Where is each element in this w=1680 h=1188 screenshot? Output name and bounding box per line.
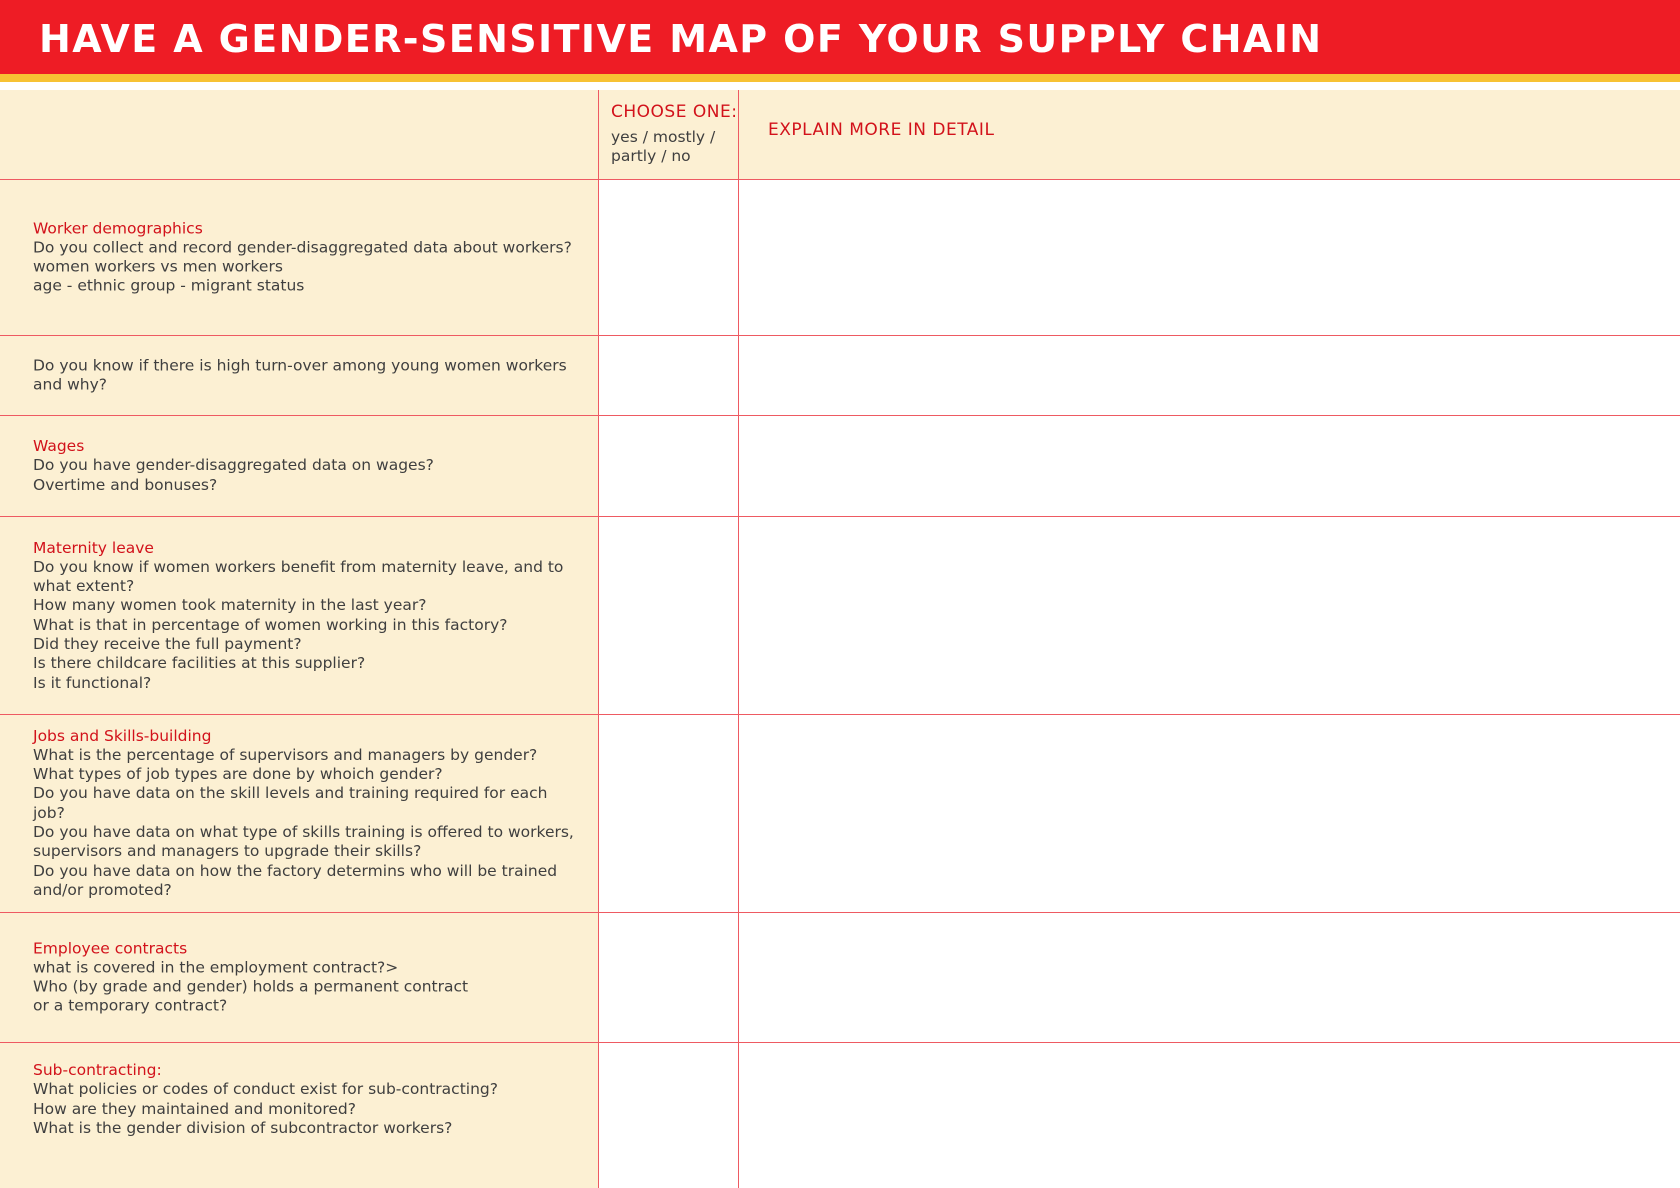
worksheet-row-sub-contracting — [0, 1043, 1680, 1188]
choose-one-options: yes / mostly / partly / no — [611, 128, 716, 165]
question-text — [33, 437, 584, 495]
question-category: Sub-contracting: — [33, 1061, 162, 1079]
worksheet-row-turnover — [0, 336, 1680, 416]
question-line: What types of job types are done by whoich gender? — [33, 765, 443, 784]
question-line: Is there childcare facilities at this supplier? — [33, 654, 366, 673]
question-cell — [0, 1043, 599, 1188]
worksheet-header-row — [0, 90, 1680, 180]
question-line: Who (by grade and gender) holds a permanent contract — [33, 977, 469, 996]
detail-answer-field[interactable] — [739, 1043, 1680, 1188]
question-line: Overtime and bonuses? — [33, 475, 218, 494]
choice-answer-field[interactable] — [599, 336, 739, 415]
choose-one-heading: CHOOSE ONE: — [611, 102, 738, 122]
detail-answer-field[interactable] — [739, 913, 1680, 1042]
question-category: Jobs and Skills-building — [33, 726, 212, 745]
question-line: women workers vs men workers — [33, 257, 283, 276]
detail-answer-field[interactable] — [739, 517, 1680, 714]
question-line: Do you have data on how the factory determins who will be trained and/or promoted? — [33, 861, 558, 900]
question-line: Do you have gender-disaggregated data on wages? — [33, 456, 434, 475]
question-line: age - ethnic group - migrant status — [33, 276, 305, 295]
question-cell — [0, 517, 599, 714]
detail-answer-field[interactable] — [739, 180, 1680, 335]
supply-chain-worksheet — [0, 90, 1680, 1188]
question-cell — [0, 416, 599, 516]
detail-answer-field[interactable] — [739, 715, 1680, 912]
question-category: Worker demographics — [33, 218, 203, 237]
page-title: HAVE A GENDER-SENSITIVE MAP OF YOUR SUPPLY CHAIN — [39, 17, 1323, 61]
question-text — [33, 939, 584, 1016]
question-line: Do you have data on the skill levels and training required for each job? — [33, 784, 548, 822]
question-text — [33, 356, 584, 395]
choice-answer-field[interactable] — [599, 180, 739, 335]
worksheet-row-jobs-skills — [0, 715, 1680, 913]
header-choice-cell — [599, 90, 739, 179]
detail-answer-field[interactable] — [739, 416, 1680, 516]
explain-detail-heading: EXPLAIN MORE IN DETAIL — [768, 120, 995, 140]
question-line: Do you collect and record gender-disaggregated data about workers? — [33, 238, 572, 257]
choice-answer-field[interactable] — [599, 715, 739, 912]
question-line: What policies or codes of conduct exist for sub-contracting? — [33, 1080, 498, 1099]
question-cell — [0, 336, 599, 415]
question-text — [33, 1061, 584, 1138]
question-line: What is that in percentage of women working in this factory? — [33, 615, 508, 634]
page-banner — [0, 0, 1680, 82]
choice-answer-field[interactable] — [599, 416, 739, 516]
question-text — [33, 727, 584, 901]
worksheet-row-employee-contracts — [0, 913, 1680, 1043]
worksheet-row-wages — [0, 416, 1680, 517]
header-question-cell — [0, 90, 599, 179]
question-cell — [0, 180, 599, 335]
question-line: Is it functional? — [33, 673, 152, 692]
question-line: How many women took maternity in the last year? — [33, 596, 427, 615]
question-line: What is the gender division of subcontractor workers? — [33, 1118, 453, 1137]
question-line: How are they maintained and monitored? — [33, 1099, 357, 1118]
choice-answer-field[interactable] — [599, 913, 739, 1042]
question-line: Do you know if women workers benefit from maternity leave, and to what extent? — [33, 557, 564, 595]
question-category: Maternity leave — [33, 538, 154, 557]
question-line: Do you have data on what type of skills training is offered to workers, supervisors and managers to upgrade their skills? — [33, 823, 574, 861]
question-line: or a temporary contract? — [33, 996, 228, 1015]
question-category: Employee contracts — [33, 938, 188, 957]
choice-answer-field[interactable] — [599, 517, 739, 714]
question-line: What is the percentage of supervisors and managers by gender? — [33, 745, 538, 764]
question-line: Do you know if there is high turn-over among young women workers and why? — [33, 356, 567, 394]
question-line: Did they receive the full payment? — [33, 634, 302, 653]
detail-answer-field[interactable] — [739, 336, 1680, 415]
question-cell — [0, 913, 599, 1042]
question-text — [33, 219, 584, 296]
choice-answer-field[interactable] — [599, 1043, 739, 1188]
worksheet-row-maternity-leave — [0, 517, 1680, 715]
question-category: Wages — [33, 437, 85, 456]
question-text — [33, 538, 584, 692]
question-line: what is covered in the employment contract?> — [33, 958, 399, 977]
question-cell — [0, 715, 599, 912]
worksheet-row-worker-demographics — [0, 180, 1680, 336]
header-detail-cell — [739, 90, 1680, 179]
